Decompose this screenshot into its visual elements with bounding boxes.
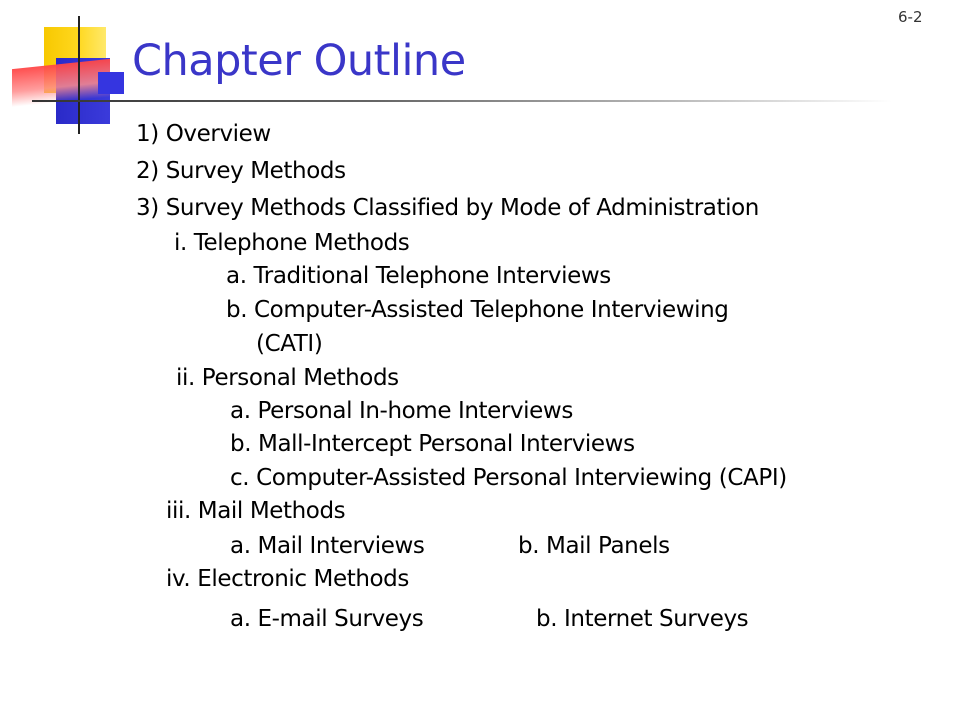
slide-title: Chapter Outline [132, 36, 466, 86]
outline-detail-cati-abbr: (CATI) [256, 331, 323, 357]
outline-detail-internet-surveys: b. Internet Surveys [536, 606, 749, 632]
outline-subitem-telephone: i. Telephone Methods [174, 230, 410, 256]
outline-detail-traditional-telephone: a. Traditional Telephone Interviews [226, 263, 611, 289]
outline-subitem-electronic: iv. Electronic Methods [166, 566, 409, 592]
outline-detail-in-home: a. Personal In-home Interviews [230, 398, 573, 424]
outline-subitem-mail: iii. Mail Methods [166, 498, 346, 524]
outline-detail-capi: c. Computer-Assisted Personal Interviewing (CAPI) [230, 465, 787, 491]
slide-number: 6-2 [898, 8, 923, 26]
title-underline [32, 100, 892, 102]
outline-detail-email-surveys: a. E-mail Surveys [230, 606, 424, 632]
outline-detail-mail-interviews: a. Mail Interviews [230, 533, 425, 559]
outline-item-overview: 1) Overview [136, 121, 271, 147]
outline-detail-mall-intercept: b. Mall-Intercept Personal Interviews [230, 431, 635, 457]
decorative-vertical-line [78, 16, 80, 134]
decorative-blue-square [98, 72, 124, 94]
outline-subitem-personal: ii. Personal Methods [176, 365, 399, 391]
outline-detail-cati: b. Computer-Assisted Telephone Interviewing [226, 297, 729, 323]
outline-item-classified: 3) Survey Methods Classified by Mode of Administration [136, 195, 759, 221]
outline-detail-mail-panels: b. Mail Panels [518, 533, 670, 559]
outline-item-survey-methods: 2) Survey Methods [136, 158, 346, 184]
